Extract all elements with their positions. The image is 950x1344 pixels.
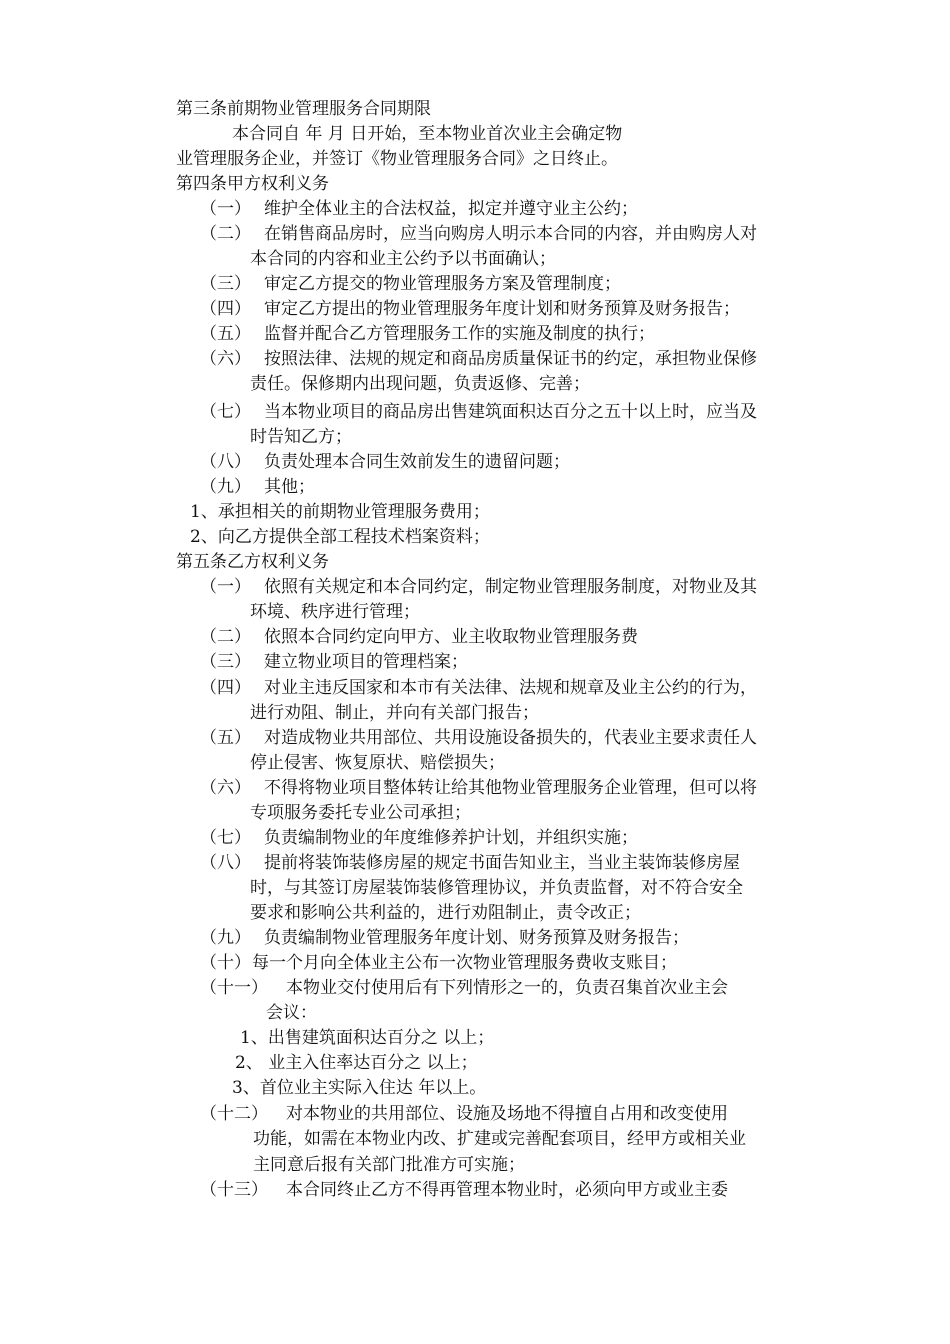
article5-item-2 — [200, 625, 638, 649]
article5-item-3 — [200, 650, 468, 674]
article4-subitem-2: 2、向乙方提供全部工程技术档案资料； — [190, 527, 490, 547]
item-marker: （九） — [200, 928, 251, 948]
article4-subitem-1: 1、承担相关的前期物业管理服务费用； — [190, 502, 490, 522]
article5-item-11-subitem-1: 1、出售建筑面积达百分之 以上； — [240, 1028, 495, 1048]
article3-title: 第三条前期物业管理服务合同期限 — [176, 99, 431, 119]
item-text: 负责编制物业管理服务年度计划、财务预算及财务报告； — [264, 928, 689, 948]
article5-item-4-continuation: 进行劝阻、制止，并向有关部门报告； — [250, 703, 539, 723]
item-text: 对本物业的共用部位、设施及场地不得擅自占用和改变使用 — [286, 1104, 728, 1124]
article4-item-2 — [200, 222, 757, 246]
item-marker: （六） — [200, 778, 251, 798]
item-marker: （八） — [200, 452, 251, 472]
item-text: 本物业交付使用后有下列情形之一的，负责召集首次业主会 — [286, 978, 728, 998]
article4-item-7 — [200, 400, 757, 424]
item-text: 按照法律、法规的规定和商品房质量保证书的约定，承担物业保修 — [264, 349, 757, 369]
item-text: 当本物业项目的商品房出售建筑面积达百分之五十以上时，应当及 — [264, 402, 757, 422]
article5-item-9 — [200, 926, 689, 950]
item-marker: （五） — [200, 324, 251, 344]
item-text: 提前将装饰装修房屋的规定书面告知业主，当业主装饰装修房屋 — [264, 853, 740, 873]
item-marker: （一） — [200, 577, 251, 597]
article5-item-1-continuation: 环境、秩序进行管理； — [250, 602, 420, 622]
article4-item-9 — [200, 475, 315, 499]
article4-item-8 — [200, 450, 570, 474]
article4-item-4 — [200, 297, 740, 321]
item-marker: （四） — [200, 299, 251, 319]
article5-item-4 — [200, 676, 757, 700]
item-marker: （七） — [200, 828, 251, 848]
article4-item-5 — [200, 322, 655, 346]
article5-item-7 — [200, 826, 638, 850]
item-marker: （九） — [200, 477, 251, 497]
item-text: 依照有关规定和本合同约定，制定物业管理服务制度，对物业及其 — [264, 577, 757, 597]
item-marker: （七） — [200, 402, 251, 422]
article5-item-5 — [200, 726, 757, 750]
item-text: 不得将物业项目整体转让给其他物业管理服务企业管理，但可以将 — [264, 778, 757, 798]
item-text: 每一个月向全体业主公布一次物业管理服务费收支账目； — [252, 953, 677, 973]
article4-item-6 — [200, 347, 757, 371]
item-text: 本合同终止乙方不得再管理本物业时，必须向甲方或业主委 — [286, 1180, 728, 1200]
article3-paragraph-line2: 业管理服务企业，并签订《物业管理服务合同》之日终止。 — [176, 149, 618, 169]
item-text: 其他； — [264, 477, 315, 497]
article5-item-12-continuation-2: 主同意后报有关部门批准方可实施； — [253, 1155, 525, 1175]
article5-item-10 — [200, 951, 677, 975]
item-text: 在销售商品房时，应当向购房人明示本合同的内容，并由购房人对 — [264, 224, 757, 244]
item-marker: （三） — [200, 274, 251, 294]
article5-item-13 — [200, 1178, 728, 1202]
item-marker: （十二） — [200, 1104, 268, 1124]
article5-item-11-subitem-3: 3、首位业主实际入住达 年以上。 — [232, 1078, 487, 1098]
article4-title: 第四条甲方权利义务 — [176, 174, 329, 194]
article5-item-12 — [200, 1102, 728, 1126]
article5-item-11-continuation: 会议： — [266, 1003, 317, 1023]
article5-item-11 — [200, 976, 728, 1000]
item-text: 负责处理本合同生效前发生的遗留问题； — [264, 452, 570, 472]
article3-paragraph-line1: 本合同自 年 月 日开始，至本物业首次业主会确定物 — [232, 124, 623, 144]
item-marker: （十一） — [200, 978, 268, 998]
item-marker: （一） — [200, 199, 251, 219]
item-marker: （二） — [200, 627, 251, 647]
article4-item-6-continuation: 责任。保修期内出现问题，负责返修、完善； — [250, 374, 590, 394]
article5-title: 第五条乙方权利义务 — [176, 552, 329, 572]
article4-item-2-continuation: 本合同的内容和业主公约予以书面确认； — [250, 249, 556, 269]
item-marker: （十） — [200, 953, 251, 973]
item-text: 审定乙方提交的物业管理服务方案及管理制度； — [264, 274, 621, 294]
item-text: 对业主违反国家和本市有关法律、法规和规章及业主公约的行为， — [264, 678, 757, 698]
item-text: 负责编制物业的年度维修养护计划，并组织实施； — [264, 828, 638, 848]
item-marker: （六） — [200, 349, 251, 369]
item-text: 依照本合同约定向甲方、业主收取物业管理服务费 — [264, 627, 638, 647]
article5-item-6 — [200, 776, 757, 800]
item-marker: （二） — [200, 224, 251, 244]
item-marker: （八） — [200, 853, 251, 873]
article5-item-11-subitem-2: 2、 业主入住率达百分之 以上； — [235, 1053, 478, 1073]
article4-item-7-continuation: 时告知乙方； — [250, 427, 352, 447]
article5-item-6-continuation: 专项服务委托专业公司承担； — [250, 803, 471, 823]
article4-item-3 — [200, 272, 621, 296]
item-text: 审定乙方提出的物业管理服务年度计划和财务预算及财务报告； — [264, 299, 740, 319]
item-marker: （三） — [200, 652, 251, 672]
article5-item-5-continuation: 停止侵害、恢复原状、赔偿损失； — [250, 753, 505, 773]
article4-item-1 — [200, 197, 638, 221]
item-text: 建立物业项目的管理档案； — [264, 652, 468, 672]
item-text: 维护全体业主的合法权益，拟定并遵守业主公约； — [264, 199, 638, 219]
item-text: 监督并配合乙方管理服务工作的实施及制度的执行； — [264, 324, 655, 344]
item-marker: （五） — [200, 728, 251, 748]
article5-item-8-continuation-1: 时，与其签订房屋装饰装修管理协议，并负责监督，对不符合安全 — [250, 878, 743, 898]
article5-item-12-continuation-1: 功能，如需在本物业内改、扩建或完善配套项目，经甲方或相关业 — [253, 1129, 746, 1149]
article5-item-8-continuation-2: 要求和影响公共利益的，进行劝阻制止，责令改正； — [250, 903, 641, 923]
item-marker: （十三） — [200, 1180, 268, 1200]
item-text: 对造成物业共用部位、共用设施设备损失的，代表业主要求责任人 — [264, 728, 757, 748]
article5-item-8 — [200, 851, 740, 875]
item-marker: （四） — [200, 678, 251, 698]
article5-item-1 — [200, 575, 757, 599]
